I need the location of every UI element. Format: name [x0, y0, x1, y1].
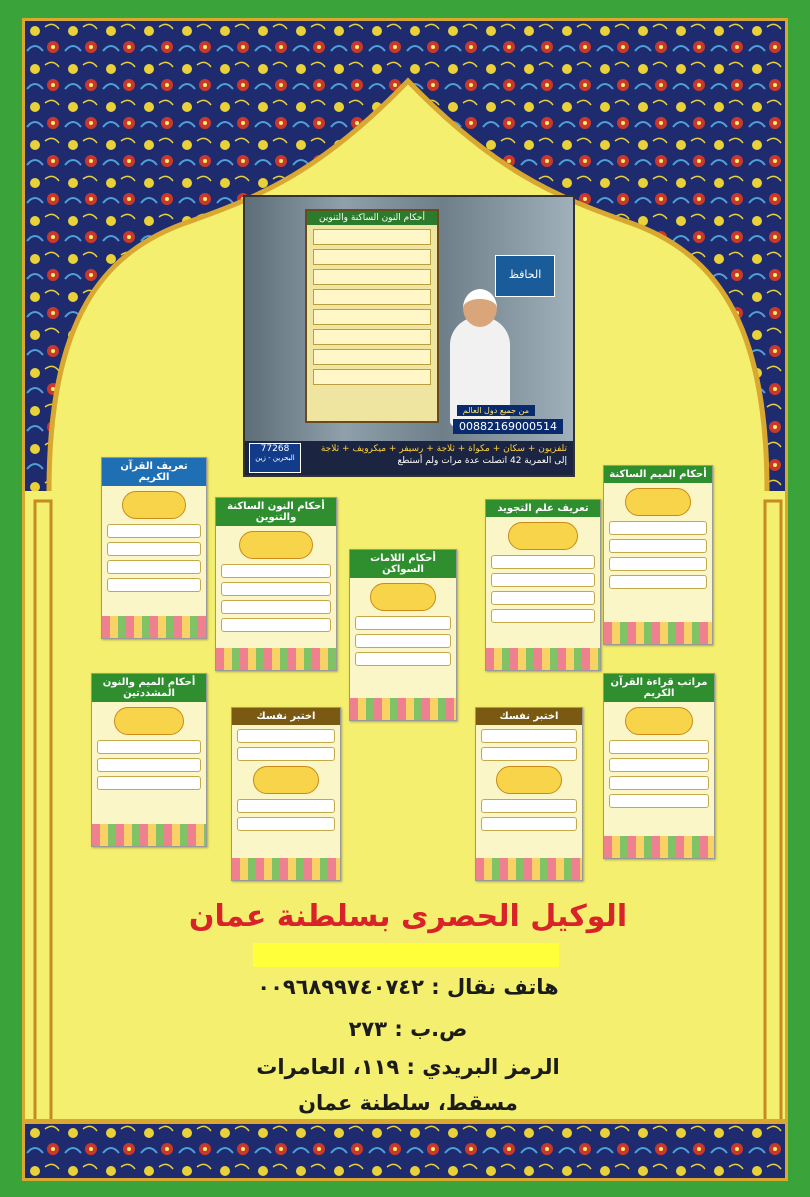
thumbnail-cell: [609, 740, 709, 754]
channel-logo-text: الحافظ: [508, 268, 542, 281]
thumbnail-shape: [239, 531, 313, 559]
channel-code-box: [249, 443, 301, 473]
thumbnail-cell: [221, 618, 331, 632]
poster-row: [313, 269, 431, 285]
channel-code: 77268: [260, 444, 290, 454]
thumbnail-shape: [625, 707, 693, 735]
poster-thumbnail: [475, 707, 583, 881]
phone-label: من جميع دول العالم: [457, 405, 535, 416]
thumbnail-title: اختبر نفسك: [232, 708, 340, 725]
thumbnail-cell: [107, 542, 201, 556]
poster-thumbnail: [215, 497, 337, 671]
thumbnail-title: أحكام الميم الساكنة: [604, 466, 712, 483]
thumbnail-cell: [481, 729, 577, 743]
thumbnail-cell: [107, 578, 201, 592]
thumbnail-cell: [609, 758, 709, 772]
po-box: ص.ب : ٢٧٣: [348, 1017, 468, 1041]
poster-thumbnail: [603, 673, 715, 859]
thumbnail-cell: [107, 560, 201, 574]
thumbnail-title: تعريف علم التجويد: [486, 500, 600, 517]
thumbnail-title: أحكام الميم والنون المشددتين: [92, 674, 206, 702]
thumbnail-shape: [253, 766, 320, 794]
thumbnail-cell: [237, 817, 335, 831]
flower-border: [604, 622, 712, 644]
thumbnail-cell: [491, 555, 595, 569]
thumbnail-cell: [97, 758, 201, 772]
thumbnail-title: أحكام اللامات السواكن: [350, 550, 456, 578]
poster-row: [313, 349, 431, 365]
thumbnail-cell: [609, 539, 707, 553]
flower-border: [604, 836, 714, 858]
thumbnail-cell: [609, 794, 709, 808]
thumbnail-shape: [122, 491, 186, 519]
flower-border: [216, 648, 336, 670]
thumbnail-shape: [370, 583, 436, 611]
ornamental-frame: [22, 18, 788, 1181]
thumbnail-cell: [355, 652, 451, 666]
city-country: مسقط، سلطنة عمان: [298, 1091, 518, 1115]
presenter-head: [463, 289, 497, 327]
poster-title: أحكام النون الساكنة والتنوين: [307, 211, 437, 225]
poster-row: [313, 249, 431, 265]
poster-thumbnail: [485, 499, 601, 671]
thumbnail-cell: [355, 616, 451, 630]
thumbnail-shape: [114, 707, 184, 735]
thumbnail-cell: [609, 776, 709, 790]
thumbnail-shape: [496, 766, 562, 794]
thumbnail-title: تعريف القرآن الكريم: [102, 458, 206, 486]
poster-thumbnail: [603, 465, 713, 645]
ticker-bottom: إلى العمرية 42 اتصلت عدة مرات ولم أستطع: [397, 456, 567, 466]
video-screenshot: [243, 195, 575, 477]
thumbnail-cell: [221, 582, 331, 596]
channel-country: البحرين - زين: [255, 454, 295, 462]
thumbnail-cell: [97, 740, 201, 754]
thumbnail-cell: [237, 799, 335, 813]
ticker-top: تلفزيون + سكان + مكواة + ثلاجة + رسيفر + ميكرويف + ثلاجة: [320, 444, 567, 454]
flower-border: [486, 648, 600, 670]
thumbnail-title: مراتب قراءة القرآن الكريم: [604, 674, 714, 702]
channel-logo: [495, 255, 555, 297]
flower-border: [92, 824, 206, 846]
flower-border: [476, 858, 582, 880]
poster-row: [313, 369, 431, 385]
thumbnail-cell: [237, 747, 335, 761]
thumbnail-cell: [481, 799, 577, 813]
thumbnail-cell: [609, 521, 707, 535]
thumbnail-title: أحكام النون الساكنة والتنوين: [216, 498, 336, 526]
video-phone: 00882169000514: [453, 419, 563, 434]
thumbnail-shape: [625, 488, 692, 516]
poster-thumbnail: [101, 457, 207, 639]
flower-border: [102, 616, 206, 638]
poster-row: [313, 229, 431, 245]
thumbnail-cell: [221, 564, 331, 578]
thumbnail-cell: [355, 634, 451, 648]
thumbnail-cell: [491, 609, 595, 623]
poster-row: [313, 289, 431, 305]
mobile-phone: هاتف نقال : ٠٠٩٦٨٩٩٧٤٠٧٤٢: [257, 975, 559, 999]
highlight-bar: [253, 943, 559, 967]
thumbnail-title: اختبر نفسك: [476, 708, 582, 725]
thumbnail-cell: [609, 575, 707, 589]
poster-thumbnail: [91, 673, 207, 847]
thumbnail-cell: [97, 776, 201, 790]
thumbnail-shape: [508, 522, 578, 550]
postal-code: الرمز البريدي : ١١٩، العامرات: [256, 1055, 560, 1079]
flower-border: [350, 698, 456, 720]
thumbnail-cell: [481, 747, 577, 761]
thumbnail-cell: [237, 729, 335, 743]
video-poster: [305, 209, 439, 423]
thumbnail-cell: [221, 600, 331, 614]
agent-title: الوكيل الحصرى بسلطنة عمان: [188, 899, 628, 934]
thumbnail-cell: [481, 817, 577, 831]
thumbnail-cell: [491, 591, 595, 605]
thumbnail-cell: [609, 557, 707, 571]
poster-thumbnail: [231, 707, 341, 881]
flower-border: [232, 858, 340, 880]
poster-row: [313, 329, 431, 345]
poster-thumbnail: [349, 549, 457, 721]
poster-row: [313, 309, 431, 325]
thumbnail-cell: [107, 524, 201, 538]
thumbnail-cell: [491, 573, 595, 587]
